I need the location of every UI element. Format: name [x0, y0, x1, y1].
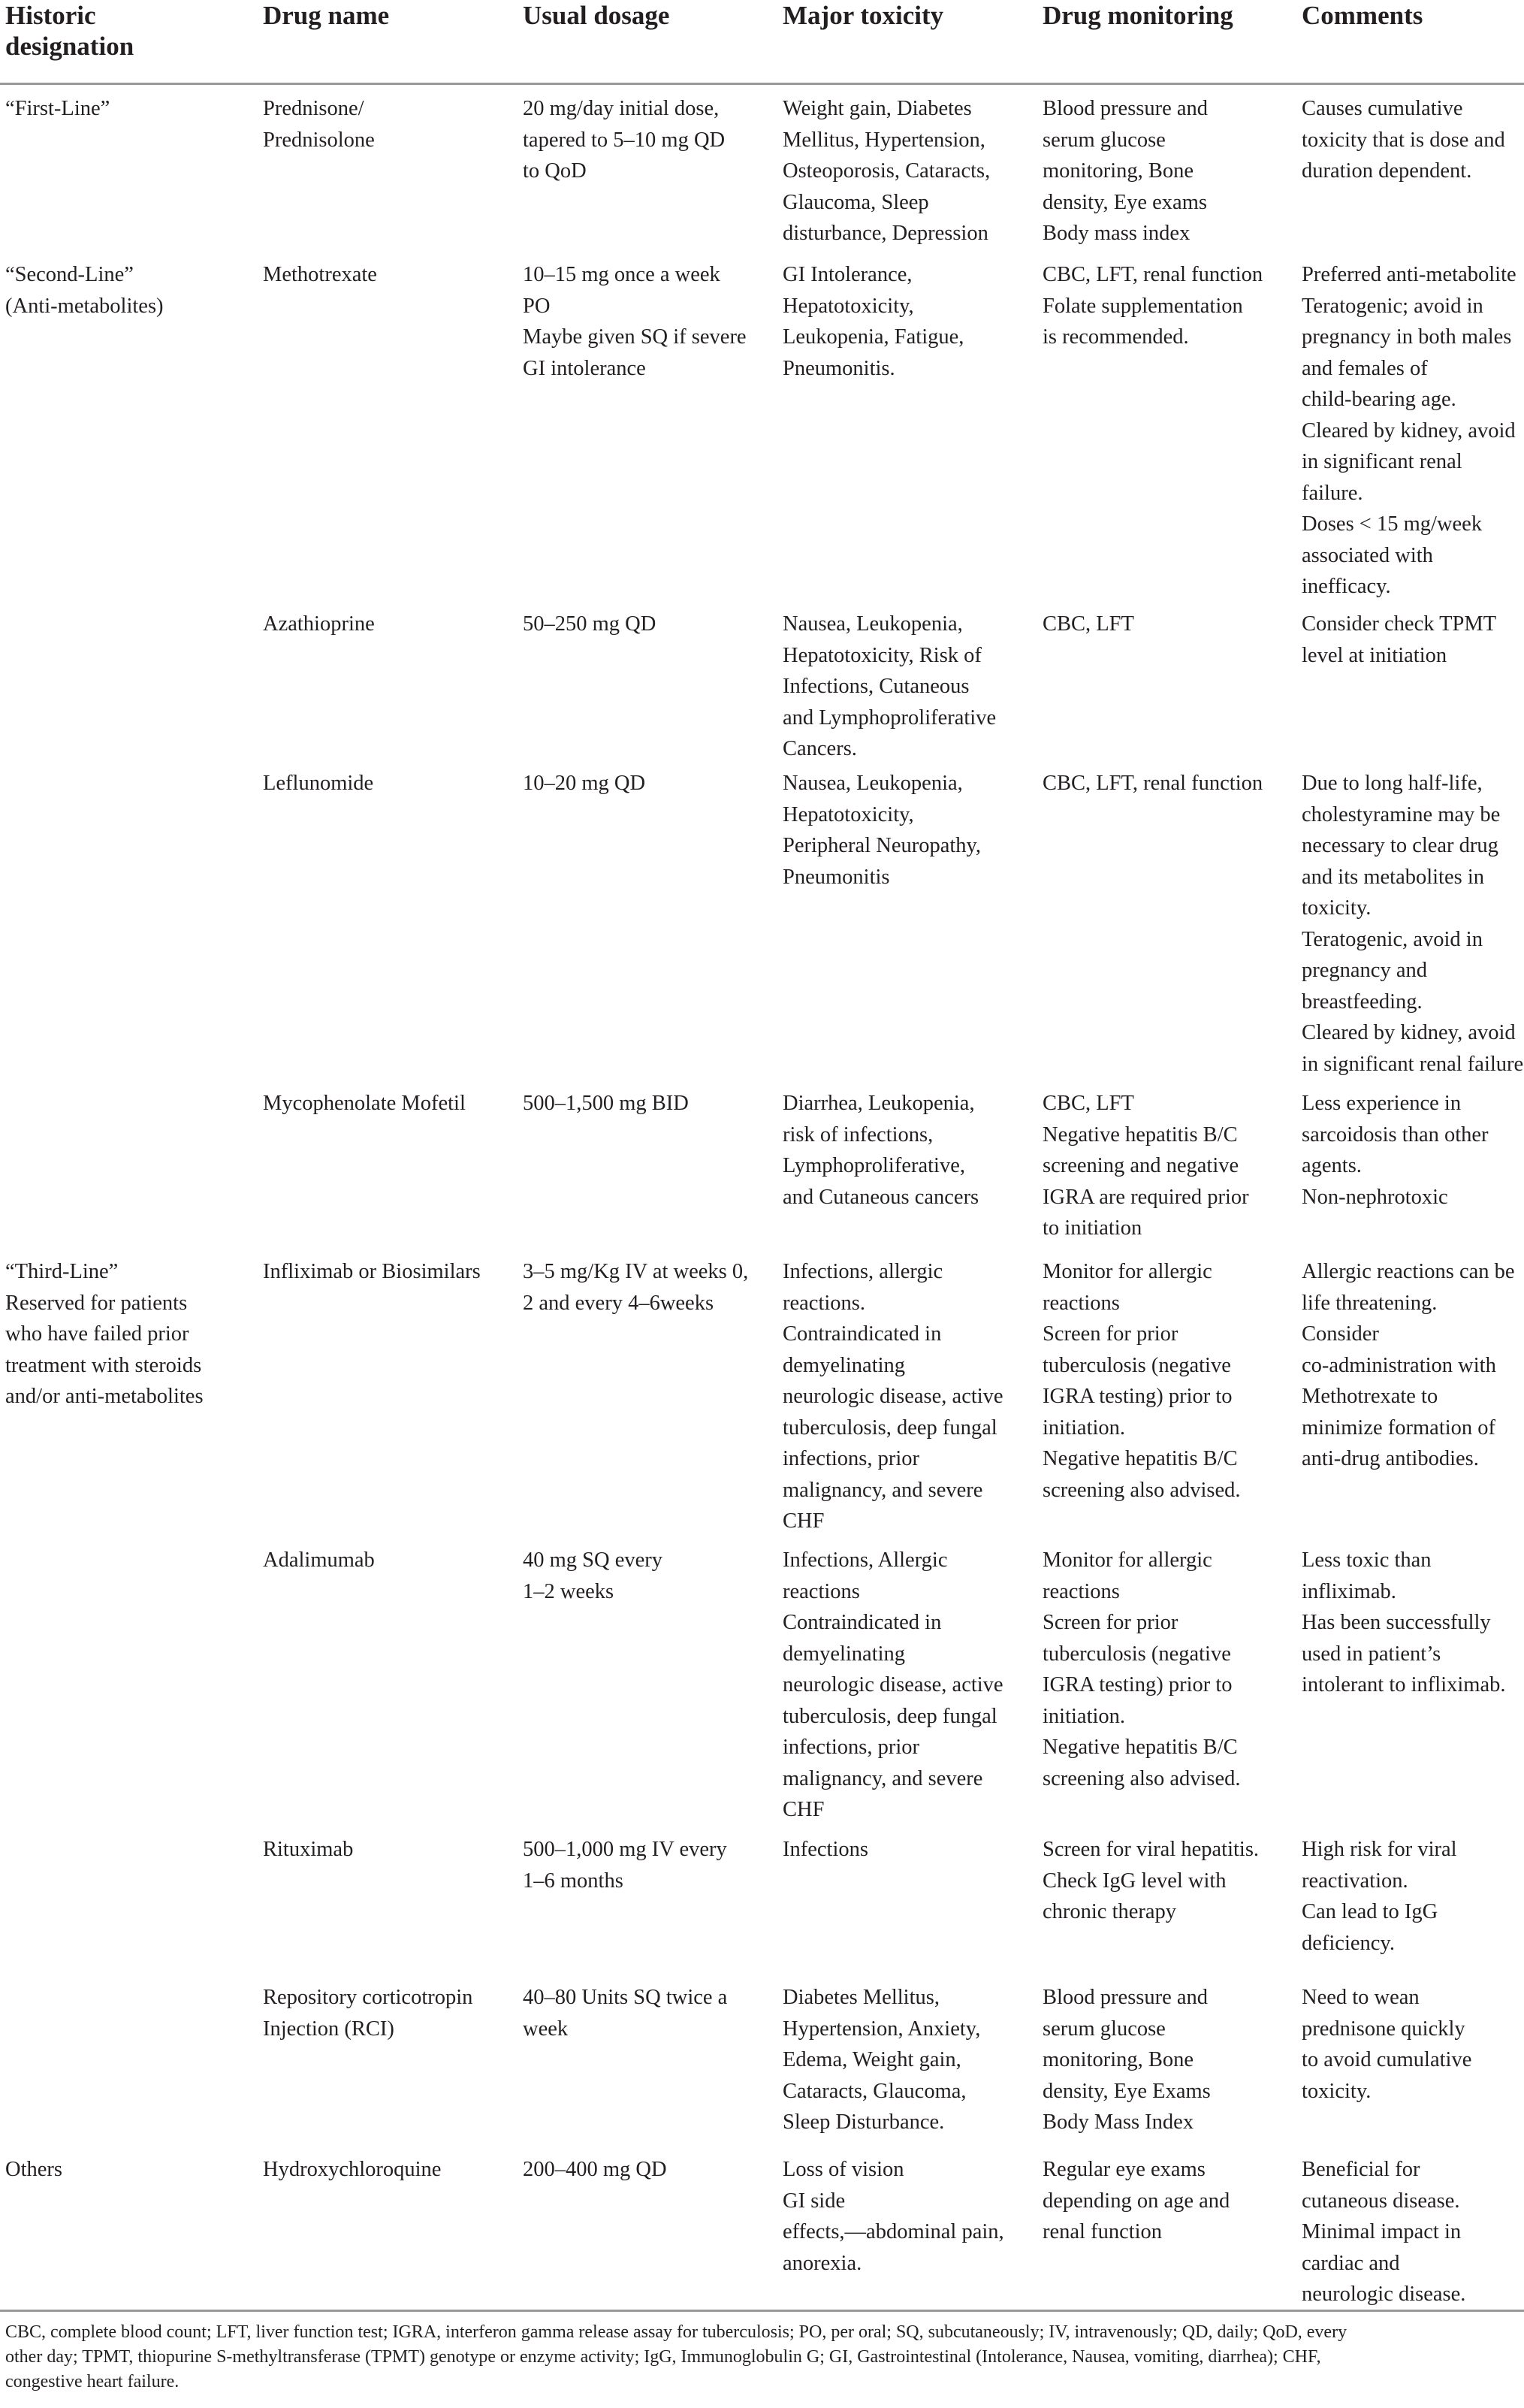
cell-text-line: CBC, LFT — [1043, 612, 1134, 636]
cell-text-line: Repository corticotropin — [263, 1986, 473, 2009]
cell-text-line: “Second-Line” — [5, 263, 134, 286]
cell-usual-dosage — [523, 1545, 662, 1607]
cell-text-line: Has been successfully — [1302, 1611, 1491, 1634]
cell-text-line: duration dependent. — [1302, 159, 1472, 183]
cell-text-line: tuberculosis, deep fungal — [783, 1415, 997, 1440]
cell-text-line: pregnancy in both males — [1302, 325, 1512, 349]
cell-text-line: toxicity that is dose and — [1302, 128, 1505, 152]
cell-text-line: GI side — [783, 2189, 846, 2213]
cell-text-line: Body mass index — [1043, 222, 1191, 245]
header-major-toxicity: Major toxicity — [783, 1, 944, 30]
cell-text-line: Others — [5, 2158, 62, 2181]
cell-text-line: serum glucose — [1043, 128, 1166, 152]
table-header — [0, 0, 1524, 89]
cell-text-line: Preferred anti-metabolite — [1302, 263, 1516, 286]
cell-text-line: and Cutaneous cancers — [783, 1185, 979, 1209]
cell-text-line: reactions — [783, 1579, 860, 1603]
cell-text-line: 40–80 Units SQ twice a — [523, 1986, 728, 2009]
cell-text-line: to avoid cumulative — [1302, 2048, 1472, 2071]
cell-text-line: breastfeeding. — [1302, 989, 1423, 1014]
cell-text-line: week — [523, 2017, 569, 2041]
cell-text-line: Consider — [1302, 1322, 1379, 1346]
cell-drug-monitoring — [1043, 93, 1208, 249]
cell-text-line: Hypertension, Anxiety, — [783, 2017, 981, 2041]
cell-text-line: Consider check TPMT — [1302, 612, 1497, 636]
cell-text-line: 1–6 months — [523, 1869, 623, 1893]
cell-text-line: “First-Line” — [5, 97, 110, 120]
cell-text-line: IGRA testing) prior to — [1043, 1673, 1233, 1696]
cell-text-line: minimize formation of — [1302, 1415, 1496, 1440]
cell-text-line: risk of infections, — [783, 1122, 934, 1147]
cell-comments — [1302, 609, 1496, 671]
cell-text-line: 10–20 mg QD — [523, 772, 646, 795]
cell-text-line: failure. — [1302, 481, 1363, 505]
cell-text-line: Non-nephrotoxic — [1302, 1185, 1448, 1209]
cell-text-line: and its metabolites in — [1302, 865, 1485, 889]
header-rule — [0, 83, 1524, 85]
cell-usual-dosage — [523, 609, 656, 640]
cell-text-line: toxicity. — [1302, 2079, 1372, 2103]
cell-text-line: Osteoporosis, Cataracts, — [783, 159, 991, 183]
cell-text-line: CBC, LFT — [1043, 1092, 1134, 1115]
cell-text-line: treatment with steroids — [5, 1353, 202, 1377]
cell-text-line: Reserved for patients — [5, 1291, 188, 1315]
cell-text-line: Infections — [783, 1838, 868, 1861]
cell-text-line: High risk for viral — [1302, 1838, 1457, 1861]
cell-text-line: Cancers. — [783, 737, 857, 760]
cell-text-line: Screen for viral hepatitis. — [1043, 1838, 1260, 1861]
cell-text-line: reactions — [1043, 1291, 1120, 1315]
cell-text-line: is recommended. — [1043, 325, 1189, 349]
cell-text-line: Folate supplementation — [1043, 294, 1243, 318]
cell-text-line: 200–400 mg QD — [523, 2158, 667, 2181]
cell-text-line: reactions — [1043, 1579, 1120, 1603]
cell-text-line: depending on age and — [1043, 2189, 1230, 2213]
cell-text-line: Pneumonitis — [783, 865, 890, 889]
cell-text-line: co-administration with — [1302, 1353, 1496, 1377]
cell-text-line: Azathioprine — [263, 612, 375, 636]
cell-drug-monitoring — [1043, 609, 1134, 640]
cell-text-line: Prednisone/ — [263, 97, 364, 120]
cell-text-line: in significant renal failure — [1302, 1052, 1524, 1076]
footnote-line: congestive heart failure. — [5, 2372, 180, 2391]
cell-text-line: CHF — [783, 1798, 825, 1821]
cell-text-line: prednisone quickly — [1302, 2017, 1465, 2041]
cell-drug-name — [263, 1982, 472, 2044]
cell-major-toxicity — [783, 1834, 868, 1866]
cell-text-line: used in patient’s — [1302, 1642, 1441, 1666]
cell-major-toxicity — [783, 768, 981, 893]
cell-text-line: CBC, LFT, renal function — [1043, 772, 1263, 795]
cell-text-line: Teratogenic, avoid in — [1302, 927, 1483, 951]
cell-drug-name — [263, 259, 377, 291]
cell-drug-monitoring — [1043, 1545, 1241, 1794]
cell-text-line: Regular eye exams — [1043, 2158, 1206, 2181]
cell-text-line: 20 mg/day initial dose, — [523, 97, 720, 120]
cell-text-line: sarcoidosis than other — [1302, 1122, 1489, 1147]
cell-text-line: 500–1,500 mg BID — [523, 1092, 689, 1115]
cell-text-line: anti-drug antibodies. — [1302, 1447, 1479, 1470]
header-drug-monitoring: Drug monitoring — [1043, 1, 1233, 30]
cell-usual-dosage — [523, 1834, 727, 1896]
cell-text-line: Rituximab — [263, 1838, 354, 1861]
cell-text-line: 50–250 mg QD — [523, 612, 656, 636]
header-historic-designation: Historic designation — [5, 1, 134, 61]
cell-text-line: Methotrexate — [263, 263, 377, 286]
cell-historic-designation — [5, 259, 164, 322]
cell-text-line: cholestyramine may be — [1302, 802, 1501, 826]
cell-major-toxicity — [783, 1545, 1003, 1826]
cell-text-line: tuberculosis (negative — [1043, 1642, 1231, 1666]
cell-usual-dosage — [523, 1088, 689, 1119]
cell-text-line: Blood pressure and — [1043, 97, 1209, 120]
header-drug-name: Drug name — [263, 1, 390, 30]
cell-historic-designation — [5, 1256, 204, 1412]
cell-text-line: reactivation. — [1302, 1869, 1408, 1893]
cell-drug-monitoring — [1043, 1982, 1211, 2138]
cell-usual-dosage — [523, 259, 747, 384]
cell-drug-name — [263, 1256, 481, 1288]
cell-historic-designation — [5, 2154, 62, 2186]
cell-text-line: Infliximab or Biosimilars — [263, 1260, 481, 1283]
cell-text-line: reactions. — [783, 1291, 865, 1315]
cell-comments — [1302, 768, 1523, 1080]
cell-text-line: 3–5 mg/Kg IV at weeks 0, — [523, 1260, 749, 1283]
cell-text-line: “Third-Line” — [5, 1260, 119, 1283]
cell-text-line: Peripheral Neuropathy, — [783, 834, 982, 857]
cell-text-line: CHF — [783, 1509, 825, 1533]
cell-text-line: Cleared by kidney, avoid — [1302, 418, 1516, 443]
cell-text-line: infections, prior — [783, 1447, 920, 1470]
table-bottom-rule — [0, 2310, 1524, 2312]
cell-text-line: Injection (RCI) — [263, 2017, 394, 2041]
cell-text-line: IGRA testing) prior to — [1043, 1385, 1233, 1408]
cell-text-line: inefficacy. — [1302, 575, 1391, 598]
cell-text-line: cutaneous disease. — [1302, 2189, 1460, 2213]
cell-usual-dosage — [523, 2154, 667, 2186]
cell-drug-name — [263, 1545, 375, 1576]
cell-text-line: Due to long half-life, — [1302, 772, 1483, 795]
cell-drug-monitoring — [1043, 1834, 1259, 1928]
cell-text-line: initiation. — [1043, 1704, 1126, 1728]
cell-text-line: Diabetes Mellitus, — [783, 1986, 940, 2009]
cell-text-line: Leflunomide — [263, 772, 374, 795]
cell-text-line: Hydroxychloroquine — [263, 2158, 442, 2181]
cell-text-line: Methotrexate to — [1302, 1385, 1438, 1408]
cell-drug-monitoring — [1043, 768, 1263, 799]
cell-text-line: renal function — [1043, 2220, 1163, 2243]
cell-drug-monitoring — [1043, 1088, 1249, 1244]
cell-major-toxicity — [783, 609, 996, 765]
cell-usual-dosage — [523, 1256, 748, 1319]
cell-text-line: density, Eye Exams — [1043, 2079, 1211, 2103]
cell-text-line: Leukopenia, Fatigue, — [783, 325, 964, 349]
cell-major-toxicity — [783, 93, 990, 249]
cell-text-line: Contraindicated in — [783, 1322, 942, 1346]
cell-text-line: Teratogenic; avoid in — [1302, 294, 1483, 318]
cell-major-toxicity — [783, 259, 964, 384]
cell-text-line: Less toxic than — [1302, 1548, 1432, 1572]
cell-text-line: Can lead to IgG — [1302, 1900, 1438, 1923]
cell-text-line: neurologic disease, active — [783, 1673, 1003, 1696]
cell-text-line: Negative hepatitis B/C — [1043, 1736, 1238, 1759]
cell-text-line: CBC, LFT, renal function — [1043, 263, 1263, 286]
cell-text-line: 2 and every 4–6weeks — [523, 1291, 714, 1315]
cell-text-line: IGRA are required prior — [1043, 1185, 1249, 1209]
cell-drug-name — [263, 1088, 466, 1119]
cell-text-line: Screen for prior — [1043, 1322, 1178, 1346]
cell-usual-dosage — [523, 768, 645, 799]
cell-text-line: Mellitus, Hypertension, — [783, 128, 985, 152]
cell-drug-monitoring — [1043, 2154, 1230, 2248]
cell-text-line: tuberculosis, deep fungal — [783, 1704, 997, 1728]
cell-text-line: Infections, Allergic — [783, 1548, 948, 1572]
cell-text-line: demyelinating — [783, 1353, 906, 1377]
cell-text-line: screening also advised. — [1043, 1478, 1241, 1502]
footnote-line: other day; TPMT, thiopurine S-methyltransferase (TPMT) genotype or enzyme activity; IgG, Immunoglobulin G; GI, Gastrointestinal (Intolerance, Nausea, vomiting, diarrhea); CHF, — [5, 2347, 1321, 2367]
cell-text-line: Less experience in — [1302, 1092, 1462, 1115]
cell-text-line: Adalimumab — [263, 1548, 375, 1572]
cell-comments — [1302, 2154, 1465, 2310]
cell-comments — [1302, 1982, 1471, 2107]
cell-drug-name — [263, 93, 375, 156]
cell-drug-monitoring — [1043, 1256, 1241, 1506]
cell-text-line: Nausea, Leukopenia, — [783, 612, 963, 636]
cell-text-line: Infections, Cutaneous — [783, 675, 970, 698]
table-footnote — [5, 2320, 1522, 2394]
header-usual-dosage: Usual dosage — [523, 1, 670, 30]
cell-text-line: Pneumonitis. — [783, 356, 895, 380]
cell-drug-name — [263, 1834, 353, 1866]
cell-text-line: Weight gain, Diabetes — [783, 97, 972, 120]
cell-comments — [1302, 1256, 1515, 1475]
cell-text-line: malignancy, and severe — [783, 1478, 983, 1502]
cell-text-line: and Lymphoproliferative — [783, 705, 997, 730]
cell-text-line: 10–15 mg once a week — [523, 263, 720, 286]
cell-drug-name — [263, 609, 375, 640]
cell-text-line: Prednisolone — [263, 128, 375, 152]
cell-text-line: effects,—abdominal pain, — [783, 2220, 1004, 2243]
cell-usual-dosage — [523, 1982, 727, 2044]
cell-text-line: neurologic disease. — [1302, 2283, 1466, 2306]
cell-comments — [1302, 1834, 1457, 1959]
cell-text-line: infections, prior — [783, 1736, 920, 1759]
cell-comments — [1302, 93, 1505, 187]
header-comments: Comments — [1302, 1, 1423, 30]
cell-text-line: Loss of vision — [783, 2158, 904, 2181]
cell-text-line: Hepatotoxicity, Risk of — [783, 643, 982, 667]
cell-text-line: 500–1,000 mg IV every — [523, 1838, 727, 1861]
cell-text-line: Cataracts, Glaucoma, — [783, 2079, 967, 2103]
cell-text-line: neurologic disease, active — [783, 1385, 1003, 1408]
cell-text-line: Nausea, Leukopenia, — [783, 772, 963, 795]
cell-text-line: Sleep Disturbance. — [783, 2110, 945, 2134]
cell-text-line: chronic therapy — [1043, 1900, 1177, 1923]
cell-text-line: Monitor for allergic — [1043, 1548, 1212, 1572]
cell-text-line: screening also advised. — [1043, 1766, 1241, 1790]
cell-text-line: anorexia. — [783, 2251, 862, 2275]
cell-comments — [1302, 1088, 1489, 1213]
cell-text-line: Screen for prior — [1043, 1611, 1178, 1634]
cell-text-line: disturbance, Depression — [783, 222, 988, 245]
cell-text-line: life threatening. — [1302, 1291, 1438, 1315]
cell-text-line: and/or anti-metabolites — [5, 1385, 204, 1408]
cell-text-line: 1–2 weeks — [523, 1579, 614, 1603]
cell-text-line: pregnancy and — [1302, 959, 1427, 982]
cell-text-line: Glaucoma, Sleep — [783, 190, 929, 214]
cell-text-line: screening and negative — [1043, 1154, 1239, 1177]
cell-major-toxicity — [783, 1982, 980, 2138]
cell-text-line: toxicity. — [1302, 896, 1372, 920]
cell-major-toxicity — [783, 1088, 979, 1213]
cell-text-line: Cleared by kidney, avoid — [1302, 1021, 1516, 1044]
cell-comments — [1302, 1545, 1506, 1701]
cell-text-line: necessary to clear drug — [1302, 834, 1498, 857]
cell-text-line: serum glucose — [1043, 2017, 1166, 2041]
cell-text-line: GI intolerance — [523, 356, 646, 380]
cell-text-line: in significant renal — [1302, 450, 1462, 473]
cell-usual-dosage — [523, 93, 725, 187]
cell-major-toxicity — [783, 1256, 1003, 1537]
cell-text-line: associated with — [1302, 543, 1433, 567]
cell-text-line: GI Intolerance, — [783, 263, 913, 286]
cell-drug-name — [263, 768, 373, 799]
cell-text-line: monitoring, Bone — [1043, 2048, 1194, 2071]
cell-text-line: Causes cumulative — [1302, 97, 1463, 120]
cell-historic-designation — [5, 93, 110, 125]
cell-text-line: intolerant to infliximab. — [1302, 1673, 1506, 1696]
cell-text-line: 40 mg SQ every — [523, 1548, 663, 1572]
cell-text-line: Check IgG level with — [1043, 1869, 1227, 1893]
cell-text-line: tapered to 5–10 mg QD — [523, 128, 726, 152]
cell-text-line: deficiency. — [1302, 1931, 1395, 1955]
cell-text-line: initiation. — [1043, 1415, 1126, 1440]
cell-text-line: Diarrhea, Leukopenia, — [783, 1092, 975, 1115]
cell-text-line: Hepatotoxicity, — [783, 802, 914, 826]
cell-text-line: Maybe given SQ if severe — [523, 325, 747, 349]
cell-text-line: PO — [523, 294, 551, 318]
cell-drug-monitoring — [1043, 259, 1263, 353]
cell-text-line: Negative hepatitis B/C — [1043, 1122, 1238, 1147]
cell-text-line: Mycophenolate Mofetil — [263, 1092, 466, 1115]
cell-text-line: density, Eye exams — [1043, 190, 1207, 214]
cell-text-line: Body Mass Index — [1043, 2110, 1194, 2134]
cell-text-line: child-bearing age. — [1302, 388, 1456, 411]
cell-text-line: level at initiation — [1302, 643, 1447, 667]
cell-text-line: and females of — [1302, 356, 1428, 380]
cell-text-line: Lymphoproliferative, — [783, 1154, 965, 1177]
cell-text-line: Blood pressure and — [1043, 1986, 1209, 2009]
cell-text-line: Negative hepatitis B/C — [1043, 1447, 1238, 1470]
cell-text-line: malignancy, and severe — [783, 1766, 983, 1790]
cell-text-line: Minimal impact in — [1302, 2220, 1462, 2243]
cell-text-line: Infections, allergic — [783, 1260, 943, 1283]
cell-text-line: demyelinating — [783, 1642, 906, 1666]
cell-text-line: cardiac and — [1302, 2251, 1400, 2275]
cell-text-line: Monitor for allergic — [1043, 1260, 1212, 1283]
cell-text-line: Hepatotoxicity, — [783, 294, 914, 318]
cell-text-line: Contraindicated in — [783, 1611, 942, 1634]
cell-text-line: who have failed prior — [5, 1322, 189, 1346]
cell-text-line: monitoring, Bone — [1043, 159, 1194, 183]
cell-text-line: (Anti-metabolites) — [5, 294, 164, 318]
cell-text-line: agents. — [1302, 1154, 1362, 1177]
cell-text-line: Allergic reactions can be — [1302, 1260, 1515, 1283]
cell-text-line: Beneficial for — [1302, 2158, 1420, 2181]
cell-text-line: Doses < 15 mg/week — [1302, 512, 1483, 536]
cell-drug-name — [263, 2154, 441, 2186]
cell-text-line: Need to wean — [1302, 1986, 1420, 2009]
footnote-line: CBC, complete blood count; LFT, liver function test; IGRA, interferon gamma release assay for tuberculosis; PO, per oral; SQ, subcutaneously; IV, intravenously; QD, daily; QoD, every — [5, 2322, 1347, 2342]
cell-text-line: Edema, Weight gain, — [783, 2048, 961, 2071]
cell-major-toxicity — [783, 2154, 1004, 2279]
cell-text-line: to initiation — [1043, 1216, 1142, 1240]
cell-comments — [1302, 259, 1516, 603]
cell-text-line: to QoD — [523, 159, 587, 183]
cell-text-line: tuberculosis (negative — [1043, 1353, 1231, 1377]
cell-text-line: infliximab. — [1302, 1579, 1396, 1603]
